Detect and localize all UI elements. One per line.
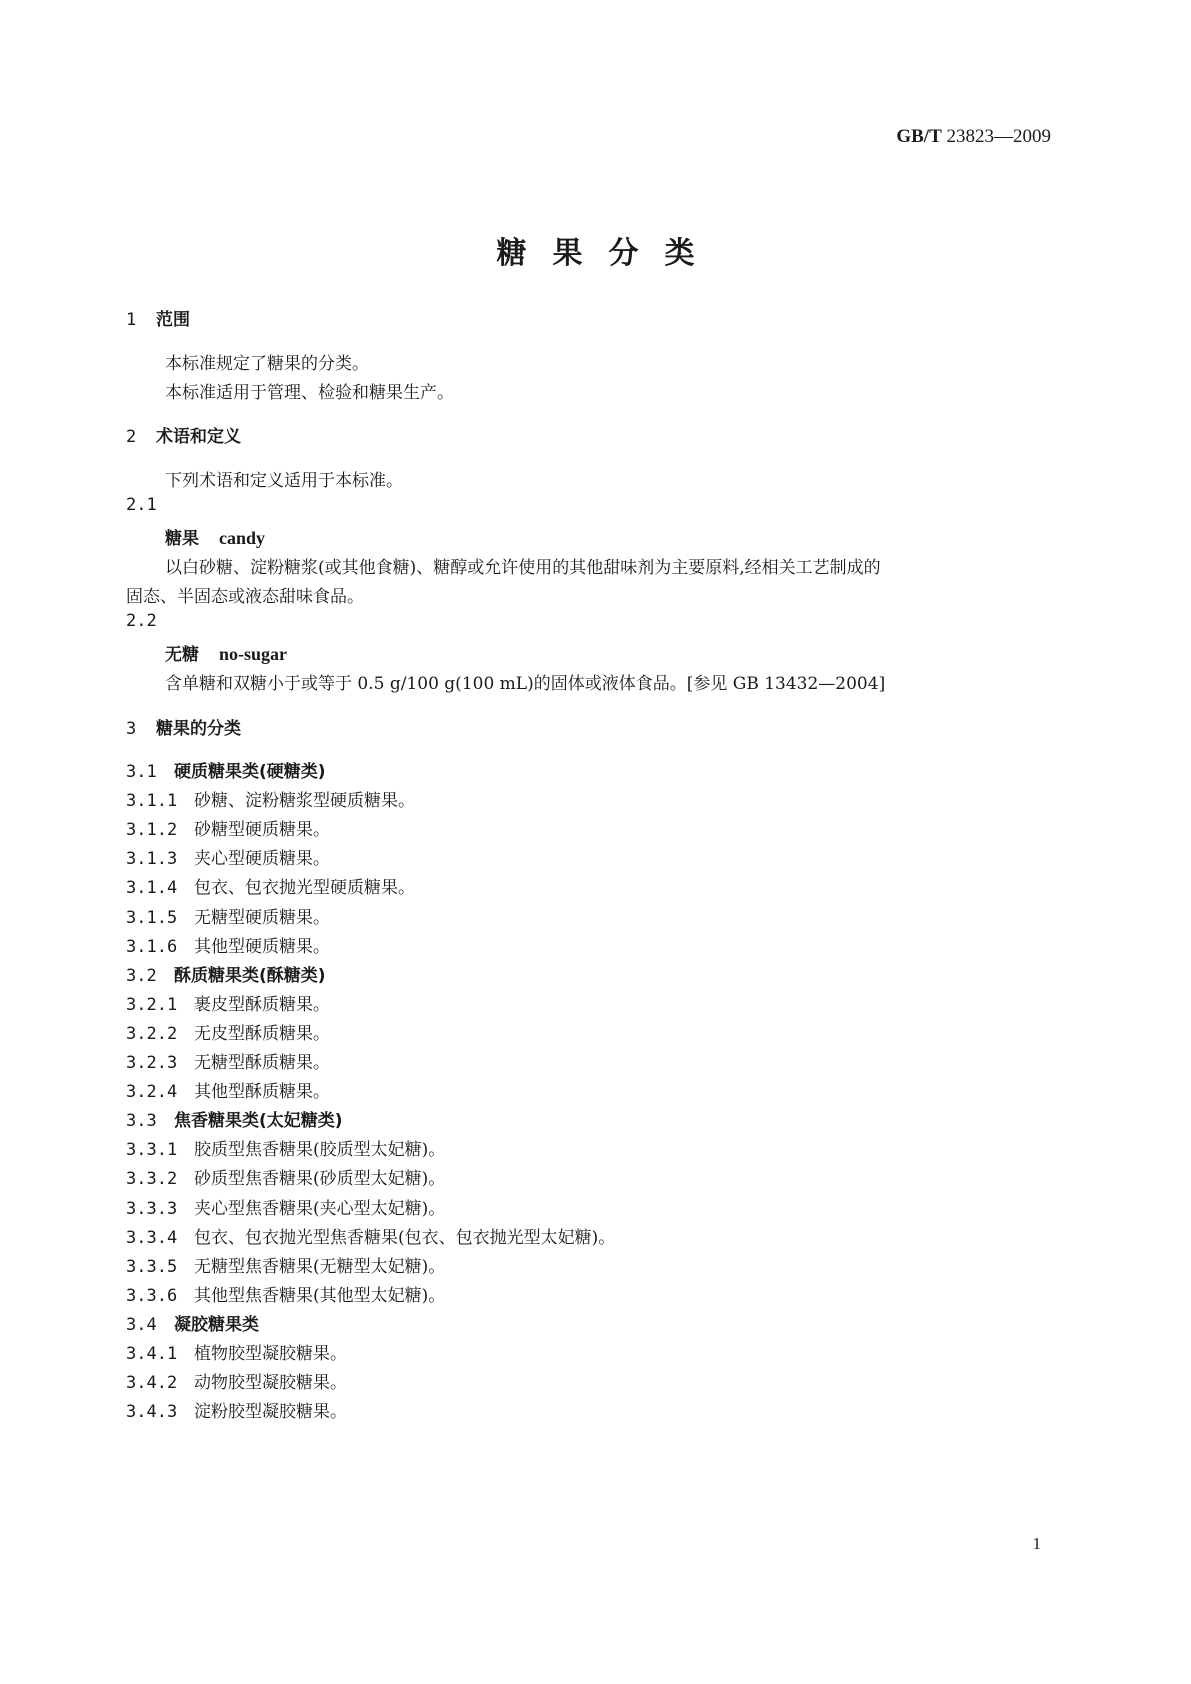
list-item	[126, 815, 330, 840]
item-number: 3.2	[126, 965, 157, 986]
list-item	[126, 873, 415, 898]
subsection-heading	[126, 1310, 259, 1335]
section-2-heading	[126, 422, 241, 447]
item-number: 3.1.6	[126, 936, 178, 957]
list-item	[126, 932, 330, 957]
section-title: 糖果的分类	[156, 719, 241, 739]
term-entry	[165, 524, 265, 549]
subsection-heading	[126, 757, 326, 782]
item-text: 其他型硬质糖果。	[194, 936, 330, 957]
item-number: 3.3.1	[126, 1140, 178, 1161]
list-item	[126, 1164, 445, 1189]
subsection-heading	[126, 961, 326, 986]
item-text: 无糖型酥质糖果。	[194, 1053, 330, 1073]
item-number: 3.3.3	[126, 1198, 178, 1219]
item-number: 3.3.5	[126, 1256, 178, 1277]
standard-prefix: GB/T	[896, 126, 942, 147]
item-number: 3.1.5	[126, 907, 178, 928]
list-item	[126, 1077, 330, 1102]
section-title: 范围	[156, 310, 190, 330]
item-text: 植物胶型凝胶糖果。	[194, 1344, 347, 1364]
list-item	[126, 1135, 445, 1160]
item-number: 3.1.1	[126, 791, 178, 812]
list-item	[126, 1339, 347, 1364]
item-number: 3.3	[126, 1111, 157, 1132]
standard-number: 23823—2009	[946, 126, 1051, 147]
item-number: 3.1	[126, 762, 157, 782]
item-text: 夹心型硬质糖果。	[194, 849, 330, 870]
list-item	[126, 1281, 445, 1306]
item-number: 3.1.2	[126, 820, 178, 841]
page-number: 1	[1032, 1534, 1041, 1553]
term-number: 2.1	[126, 495, 157, 515]
item-text: 动物胶型凝胶糖果。	[194, 1373, 347, 1394]
term-entry	[165, 640, 287, 665]
item-number: 3.3.4	[126, 1227, 178, 1248]
list-item	[126, 1223, 615, 1248]
item-text: 焦香糖果类(太妃糖类)	[174, 1111, 343, 1132]
term-number: 2.2	[126, 611, 157, 631]
item-number: 3.3.6	[126, 1285, 178, 1306]
list-item	[126, 1194, 445, 1219]
standard-code	[896, 126, 1051, 148]
item-text: 淀粉胶型凝胶糖果。	[194, 1402, 347, 1423]
section-number: 3	[126, 719, 137, 739]
paragraph: 本标准规定了糖果的分类。	[165, 354, 369, 374]
section-title: 术语和定义	[156, 427, 241, 447]
section-number: 2	[126, 427, 137, 447]
term-english: candy	[219, 528, 266, 548]
list-item	[126, 1397, 347, 1422]
item-text: 胶质型焦香糖果(胶质型太妃糖)。	[194, 1140, 446, 1161]
section-number: 1	[126, 310, 137, 330]
list-item	[126, 786, 415, 811]
item-number: 3.1.3	[126, 849, 178, 870]
item-number: 3.2.1	[126, 994, 178, 1015]
item-number: 3.2.2	[126, 1023, 178, 1044]
list-item	[126, 1019, 330, 1044]
item-text: 无皮型酥质糖果。	[194, 1023, 330, 1044]
item-number: 3.4	[126, 1314, 157, 1335]
item-number: 3.4.2	[126, 1373, 178, 1394]
item-number: 3.1.4	[126, 878, 178, 899]
list-item	[126, 844, 330, 869]
item-text: 砂质型焦香糖果(砂质型太妃糖)。	[194, 1169, 446, 1190]
item-number: 3.4.1	[126, 1344, 178, 1364]
item-text: 凝胶糖果类	[174, 1314, 259, 1335]
term-definition-continued: 固态、半固态或液态甜味食品。	[126, 587, 364, 607]
item-number: 3.4.3	[126, 1402, 178, 1423]
item-text: 酥质糖果类(酥糖类)	[174, 965, 326, 986]
paragraph: 本标准适用于管理、检验和糖果生产。	[165, 383, 454, 403]
document-title: 糖果分类	[496, 236, 721, 271]
item-text: 夹心型焦香糖果(夹心型太妃糖)。	[194, 1198, 446, 1219]
item-text: 包衣、包衣抛光型焦香糖果(包衣、包衣抛光型太妃糖)。	[194, 1227, 616, 1248]
list-item	[126, 1252, 445, 1277]
section-3-heading	[126, 714, 241, 739]
item-text: 其他型焦香糖果(其他型太妃糖)。	[194, 1285, 446, 1306]
item-text: 包衣、包衣抛光型硬质糖果。	[194, 878, 415, 899]
term-english: no-sugar	[219, 644, 288, 664]
item-text: 砂糖、淀粉糖浆型硬质糖果。	[194, 791, 415, 812]
section-1-heading	[126, 305, 190, 330]
item-text: 砂糖型硬质糖果。	[194, 820, 330, 841]
term-chinese: 糖果	[165, 529, 199, 549]
item-number: 3.2.3	[126, 1053, 178, 1073]
item-text: 裹皮型酥质糖果。	[194, 994, 330, 1015]
list-item	[126, 1368, 347, 1393]
list-item	[126, 1048, 330, 1073]
term-chinese: 无糖	[165, 645, 199, 665]
list-item	[126, 990, 330, 1015]
item-text: 无糖型硬质糖果。	[194, 907, 330, 928]
term-definition: 含单糖和双糖小于或等于 0.5 g/100 g(100 mL)的固体或液体食品。[参见 GB 13432—2004]	[165, 674, 886, 694]
subsection-heading	[126, 1106, 343, 1131]
item-number: 3.3.2	[126, 1169, 178, 1190]
item-text: 无糖型焦香糖果(无糖型太妃糖)。	[194, 1256, 446, 1277]
list-item	[126, 903, 330, 928]
term-definition: 以白砂糖、淀粉糖浆(或其他食糖)、糖醇或允许使用的其他甜味剂为主要原料,经相关工艺制成的	[165, 558, 881, 578]
item-text: 其他型酥质糖果。	[194, 1082, 330, 1103]
item-number: 3.2.4	[126, 1082, 178, 1103]
paragraph: 下列术语和定义适用于本标准。	[165, 471, 403, 491]
item-text: 硬质糖果类(硬糖类)	[174, 762, 326, 782]
